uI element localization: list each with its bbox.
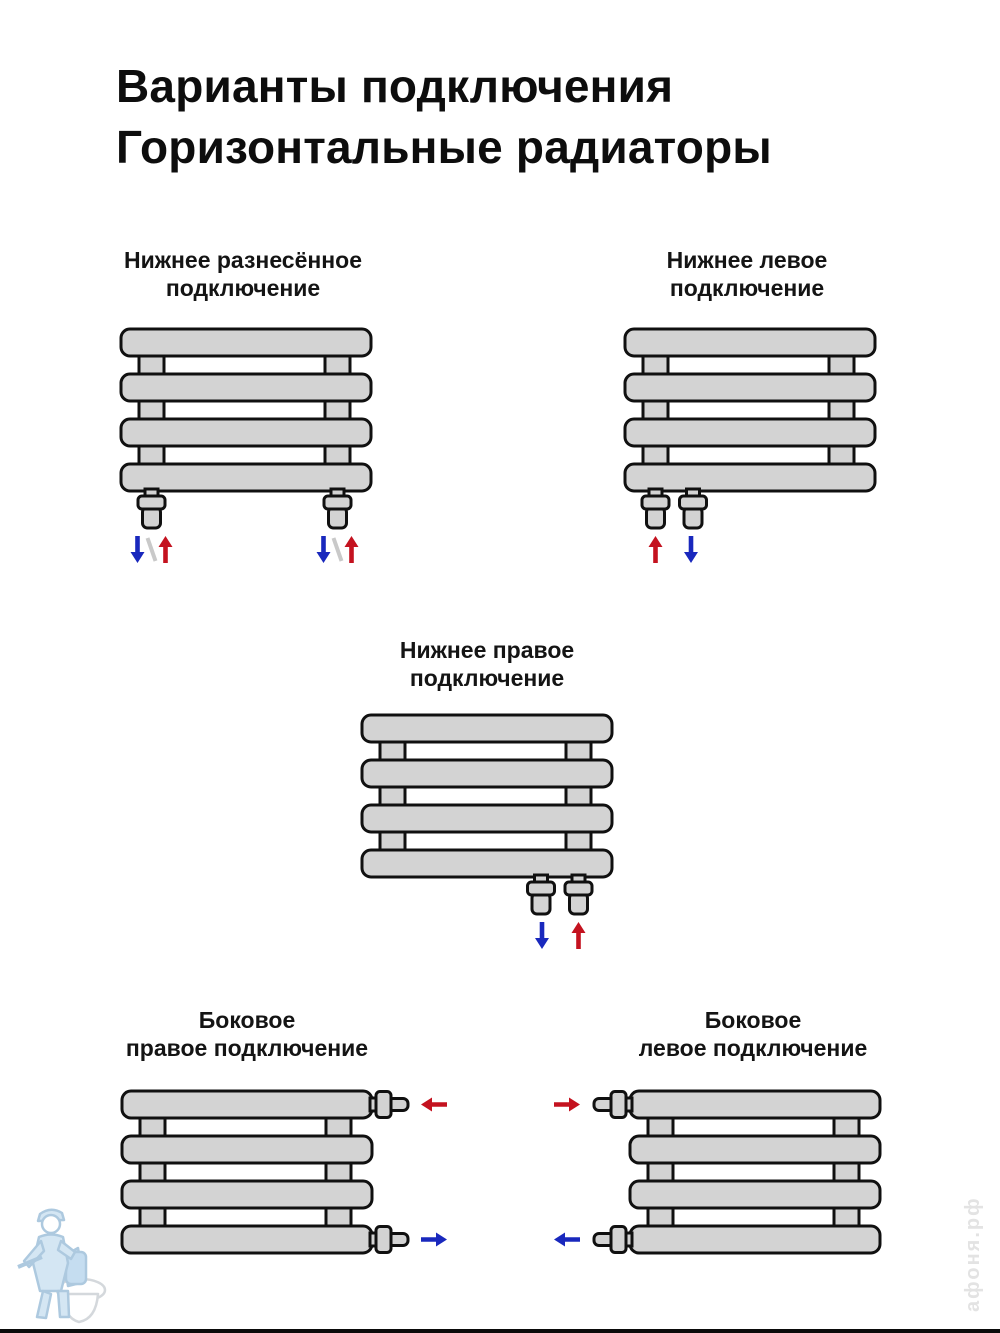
radiator-bar [362,850,612,877]
radiator-drawing-side-right [119,1088,471,1259]
radiator-drawing-side-left [531,1088,883,1259]
flow-arrow-left [554,1233,580,1247]
valve-fitting [370,1227,408,1253]
radiator-bar [121,374,371,401]
flow-arrow-up [345,536,359,563]
plumber-with-toilet-watermark-logo [6,1204,126,1332]
radiator-pipe [566,726,591,866]
flow-arrow-up [159,536,173,563]
valve-fitting [138,489,165,528]
radiator-bar [625,329,875,356]
radiator-bar [121,329,371,356]
radiator-pipe [140,1102,165,1242]
either-direction-slash [148,538,156,561]
valve-fitting [370,1092,408,1118]
radiator-bar [121,419,371,446]
flow-arrow-left [421,1098,447,1112]
diagram-label: Нижнее разнесённое подключение [123,247,363,301]
either-direction-slash [334,538,342,561]
valve-fitting [594,1227,632,1253]
valve-fitting [594,1092,632,1118]
radiator-pipe [648,1102,673,1242]
radiator-bar [625,374,875,401]
flow-arrow-down [535,922,549,949]
radiator-bar [362,715,612,742]
valve-fitting [324,489,351,528]
radiator-drawing-bottom-left [622,326,878,568]
radiator-drawing-bottom-right [359,712,615,954]
radiator-pipe [139,340,164,480]
radiator-bar [625,419,875,446]
radiator-pipe [643,340,668,480]
diagram-label: Нижнее правое подключение [399,637,575,691]
radiator-bar [630,1091,880,1118]
flow-arrow-down [131,536,145,563]
page-title-line1: Варианты подключения [116,60,674,112]
radiator-pipe [326,1102,351,1242]
radiator-pipe [325,340,350,480]
radiator-bar [630,1136,880,1163]
radiator-bar [121,464,371,491]
radiator-bar [362,805,612,832]
diagram-label: Боковое правое подключение [125,1007,369,1061]
valve-fitting [680,489,707,528]
radiator-bar [362,760,612,787]
radiator-pipe [380,726,405,866]
radiator-pipe [834,1102,859,1242]
radiator-drawing-bottom-spread [118,326,374,568]
radiator-bar [630,1181,880,1208]
radiator-bar [625,464,875,491]
radiator-bar [630,1226,880,1253]
radiator-bar [122,1136,372,1163]
flow-arrow-right [554,1098,580,1112]
flow-arrow-down [317,536,331,563]
valve-fitting [528,875,555,914]
diagram-label: Нижнее левое подключение [666,247,828,301]
page-title-line2: Горизонтальные радиаторы [116,121,772,173]
page-title [116,56,772,178]
radiator-bar [122,1091,372,1118]
image-bottom-border [0,1329,1000,1333]
flow-arrow-up [649,536,663,563]
radiator-pipe [829,340,854,480]
radiator-bar [122,1181,372,1208]
diagram-label: Боковое левое подключение [638,1007,868,1061]
radiator-bar [122,1226,372,1253]
flow-arrow-up [572,922,586,949]
valve-fitting [565,875,592,914]
brand-watermark-text: афоня.рф [962,1196,984,1312]
flow-arrow-down [684,536,698,563]
flow-arrow-right [421,1233,447,1247]
valve-fitting [642,489,669,528]
